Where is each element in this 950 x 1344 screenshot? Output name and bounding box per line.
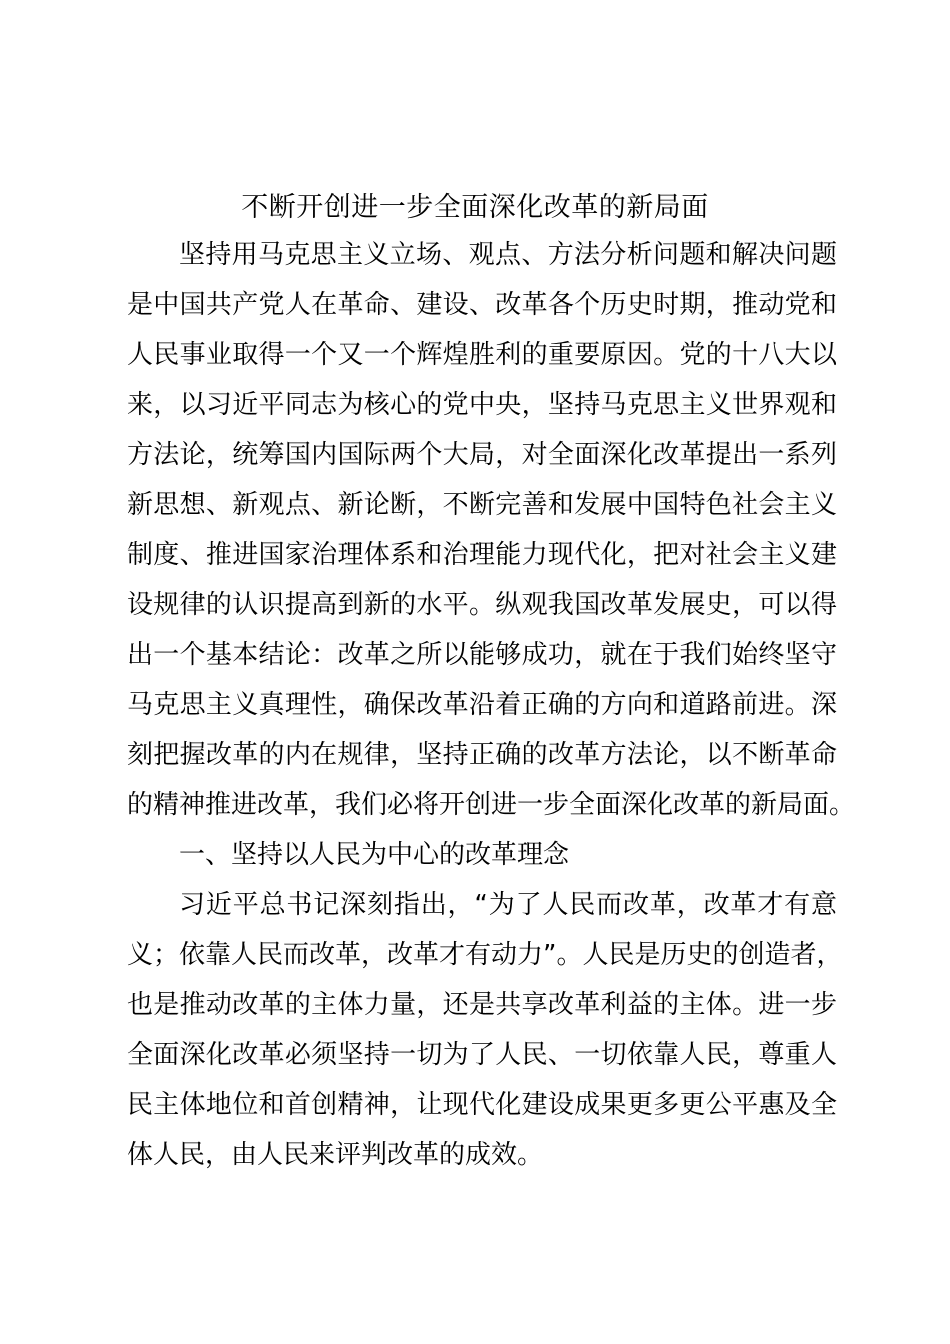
text-line: 设规律的认识提高到新的水平。纵观我国改革发展史，可以得 xyxy=(127,590,837,620)
section-heading-1: 一、坚持以人民为中心的改革理念 xyxy=(179,840,570,870)
text-line: 马克思主义真理性，确保改革沿着正确的方向和道路前进。深 xyxy=(127,690,837,720)
text-line: 民主体地位和首创精神，让现代化建设成果更多更公平惠及全 xyxy=(127,1090,837,1120)
text-line: 习近平总书记深刻指出，“为了人民而改革，改革才有意 xyxy=(179,890,837,920)
text-line: 新思想、新观点、新论断，不断完善和发展中国特色社会主义 xyxy=(127,490,837,520)
text-line: 出一个基本结论：改革之所以能够成功，就在于我们始终坚守 xyxy=(127,640,837,670)
text-line: 是中国共产党人在革命、建设、改革各个历史时期，推动党和 xyxy=(127,290,837,320)
text-line: 来，以习近平同志为核心的党中央，坚持马克思主义世界观和 xyxy=(127,390,837,420)
text-line: 体人民，由人民来评判改革的成效。 xyxy=(127,1140,544,1170)
text-line: 坚持用马克思主义立场、观点、方法分析问题和解决问题 xyxy=(179,240,837,270)
text-line: 方法论，统筹国内国际两个大局，对全面深化改革提出一系列 xyxy=(127,440,837,470)
text-line: 也是推动改革的主体力量，还是共享改革利益的主体。进一步 xyxy=(127,990,837,1020)
text-line: 义；依靠人民而改革，改革才有动力”。人民是历史的创造者， xyxy=(127,940,843,970)
text-line: 制度、推进国家治理体系和治理能力现代化，把对社会主义建 xyxy=(127,540,837,570)
text-line: 人民事业取得一个又一个辉煌胜利的重要原因。党的十八大以 xyxy=(127,340,837,370)
text-line: 全面深化改革必须坚持一切为了人民、一切依靠人民，尊重人 xyxy=(127,1040,837,1070)
text-line: 的精神推进改革，我们必将开创进一步全面深化改革的新局面。 xyxy=(127,790,856,820)
document-title: 不断开创进一步全面深化改革的新局面 xyxy=(241,192,709,223)
text-line: 刻把握改革的内在规律，坚持正确的改革方法论，以不断革命 xyxy=(127,740,837,770)
